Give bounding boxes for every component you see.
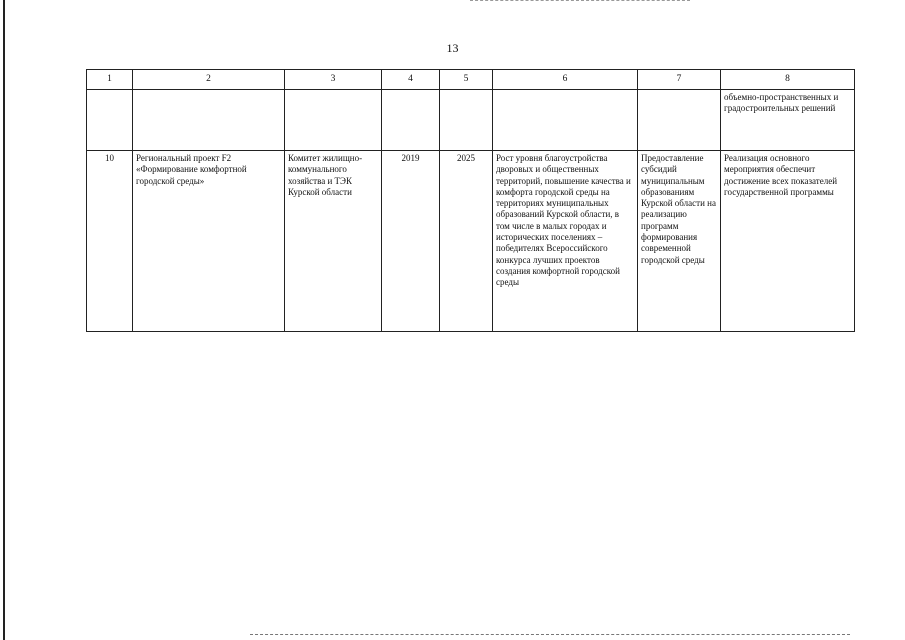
table-cell	[87, 90, 133, 151]
column-header: 1	[87, 70, 133, 90]
column-header: 5	[440, 70, 493, 90]
row-number-cell: 10	[87, 151, 133, 332]
start-year-cell: 2019	[382, 151, 440, 332]
column-header: 4	[382, 70, 440, 90]
table-cell	[133, 90, 285, 151]
continuation-row	[87, 90, 855, 151]
end-year-cell: 2025	[440, 151, 493, 332]
table-cell	[638, 90, 721, 151]
page-number: 13	[446, 41, 459, 55]
table-row	[87, 151, 855, 332]
table-cell	[285, 90, 382, 151]
link-to-indicators-cell: Реализация основного мероприятия обеспечит достижение всех показателей государственной программы	[721, 151, 855, 332]
header-row	[87, 70, 855, 90]
activities-cell: Предоставление субсидий муниципальным образованиям Курской области на реализацию программ формирования современной городской среды	[638, 151, 721, 332]
column-header: 2	[133, 70, 285, 90]
column-header: 7	[638, 70, 721, 90]
scan-edge-line	[3, 0, 5, 640]
column-header: 6	[493, 70, 638, 90]
table-cell: объемно-пространственных и градостроительных решений	[721, 90, 855, 151]
table-cell	[440, 90, 493, 151]
table-cell	[493, 90, 638, 151]
expected-result-cell: Рост уровня благоустройства дворовых и общественных территорий, повышение качества и комфорта городской среды на территориях муниципальных образований Курской области, в том числе в малых городах и исторических поселениях – победителях Всероссийского конкурса лучших проектов создания комфортной городской среды	[493, 151, 638, 332]
scan-artifact-top	[470, 0, 690, 3]
column-header: 3	[285, 70, 382, 90]
scan-artifact-bottom	[250, 634, 850, 637]
table-cell	[382, 90, 440, 151]
data-table	[86, 69, 855, 332]
column-header: 8	[721, 70, 855, 90]
executor-cell: Комитет жилищно-коммунального хозяйства и ТЭК Курской области	[285, 151, 382, 332]
project-name-cell: Региональный проект F2 «Формирование комфортной городской среды»	[133, 151, 285, 332]
